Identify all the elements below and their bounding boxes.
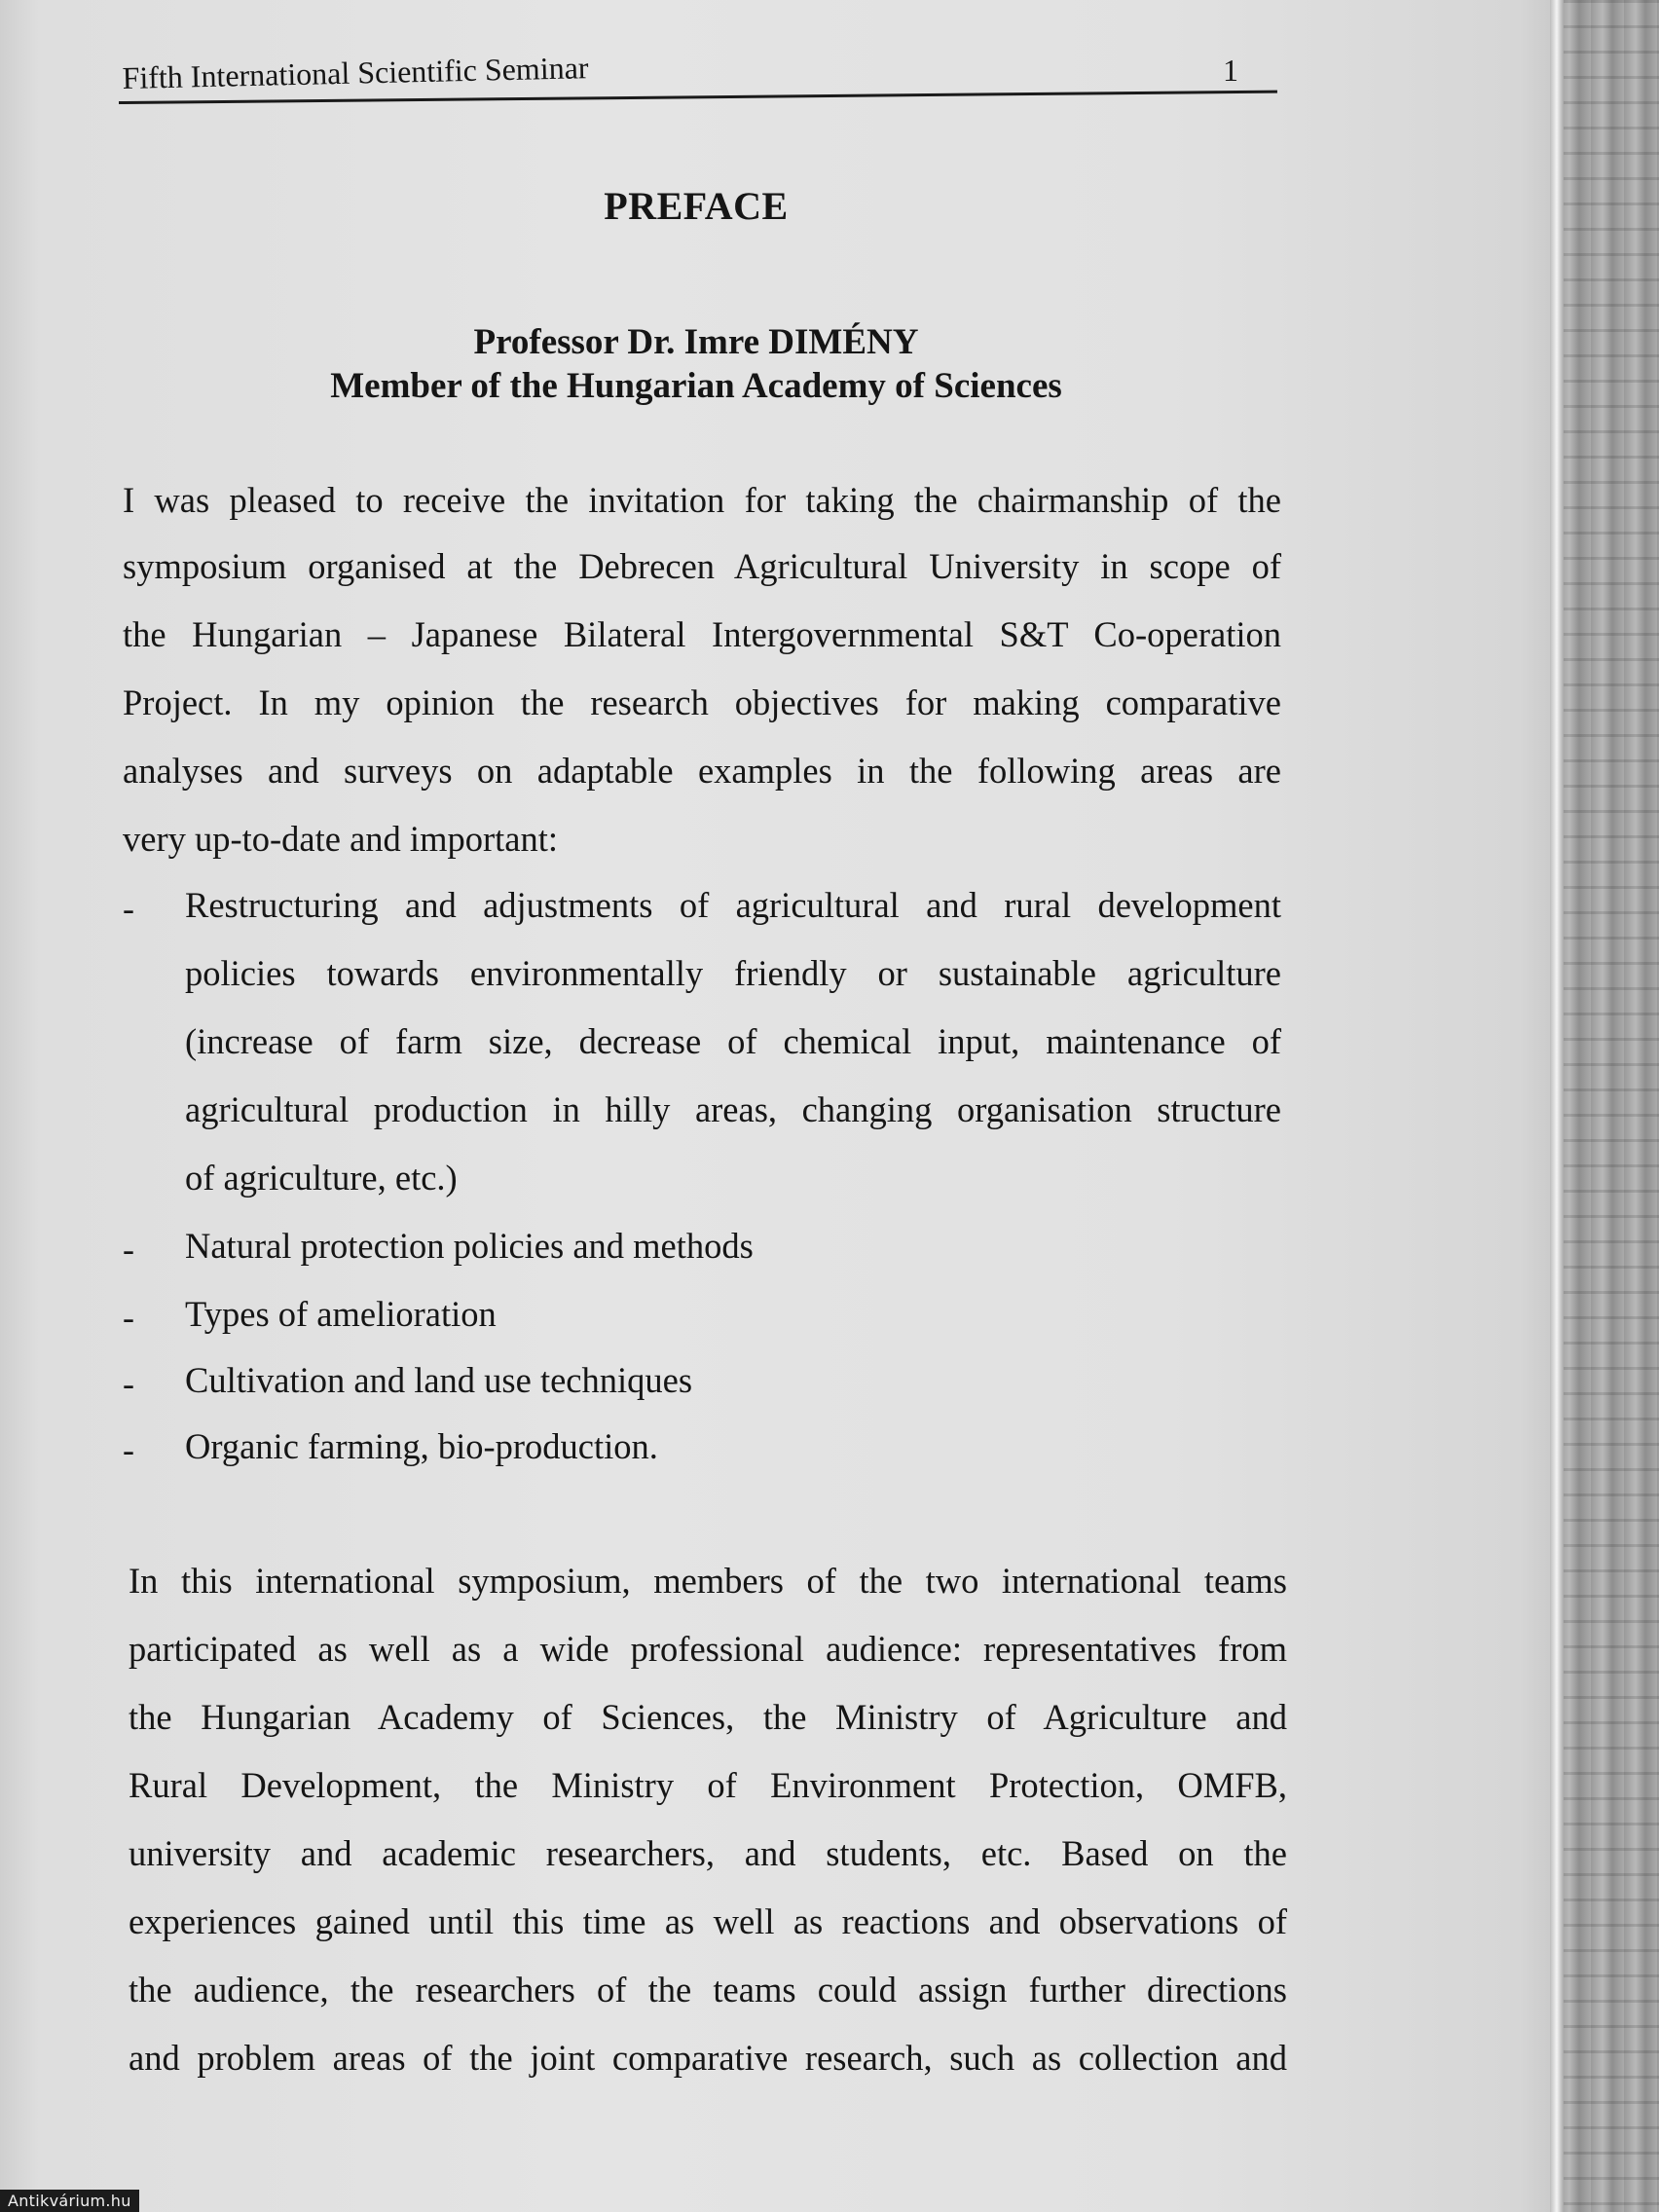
page-title: PREFACE bbox=[604, 184, 789, 228]
bullet-dash: - bbox=[123, 1430, 134, 1469]
watermark-label: Antikvárium.hu bbox=[0, 2190, 139, 2212]
text-line: the audience, the researchers of the teams could assign further directions bbox=[129, 1970, 1287, 2009]
page-edge bbox=[1550, 0, 1564, 2212]
text-line: the Hungarian – Japanese Bilateral Intergovernmental S&T Co-operation bbox=[123, 614, 1281, 654]
text-line: symposium organised at the Debrecen Agricultural University in scope of bbox=[123, 546, 1281, 586]
list-item-line: of agriculture, etc.) bbox=[185, 1158, 458, 1198]
text-line: experiences gained until this time as well as reactions and observations of bbox=[129, 1901, 1287, 1941]
text-line: participated as well as a wide professional audience: representatives from bbox=[129, 1629, 1287, 1669]
text-line: university and academic researchers, and students, etc. Based on the bbox=[129, 1833, 1287, 1873]
list-item: Cultivation and land use techniques bbox=[185, 1360, 693, 1400]
bullet-dash: - bbox=[123, 1230, 134, 1269]
author-name: Professor Dr. Imre DIMÉNY bbox=[473, 322, 919, 362]
list-item-line: (increase of farm size, decrease of chemical input, maintenance of bbox=[185, 1021, 1281, 1061]
text-line: analyses and surveys on adaptable examples in the following areas are bbox=[123, 751, 1281, 791]
list-item: Organic farming, bio-production. bbox=[185, 1426, 658, 1466]
text-line: Project. In my opinion the research objectives for making comparative bbox=[123, 682, 1281, 722]
text-line: In this international symposium, members of the two international teams bbox=[129, 1561, 1287, 1601]
list-item: Types of amelioration bbox=[185, 1294, 497, 1334]
list-item: Natural protection policies and methods bbox=[185, 1226, 754, 1266]
running-head: Fifth International Scientific Seminar bbox=[122, 50, 589, 96]
text-line: and problem areas of the joint comparative research, such as collection and bbox=[129, 2038, 1287, 2078]
binder-background bbox=[1558, 0, 1659, 2212]
author-affiliation: Member of the Hungarian Academy of Sciences bbox=[330, 366, 1062, 406]
bullet-dash: - bbox=[123, 889, 134, 928]
list-item-line: Restructuring and adjustments of agricultural and rural development bbox=[185, 885, 1281, 925]
page-number: 1 bbox=[1223, 53, 1238, 88]
bullet-dash: - bbox=[123, 1364, 134, 1403]
list-item-line: policies towards environmentally friendly or sustainable agriculture bbox=[185, 953, 1281, 993]
bullet-dash: - bbox=[123, 1298, 134, 1337]
list-item-line: agricultural production in hilly areas, changing organisation structure bbox=[185, 1089, 1281, 1129]
text-line: Rural Development, the Ministry of Environment Protection, OMFB, bbox=[129, 1765, 1287, 1805]
text-line: the Hungarian Academy of Sciences, the Ministry of Agriculture and bbox=[129, 1697, 1287, 1737]
text-line: very up-to-date and important: bbox=[123, 819, 558, 859]
text-line: I was pleased to receive the invitation for taking the chairmanship of the bbox=[123, 480, 1281, 520]
